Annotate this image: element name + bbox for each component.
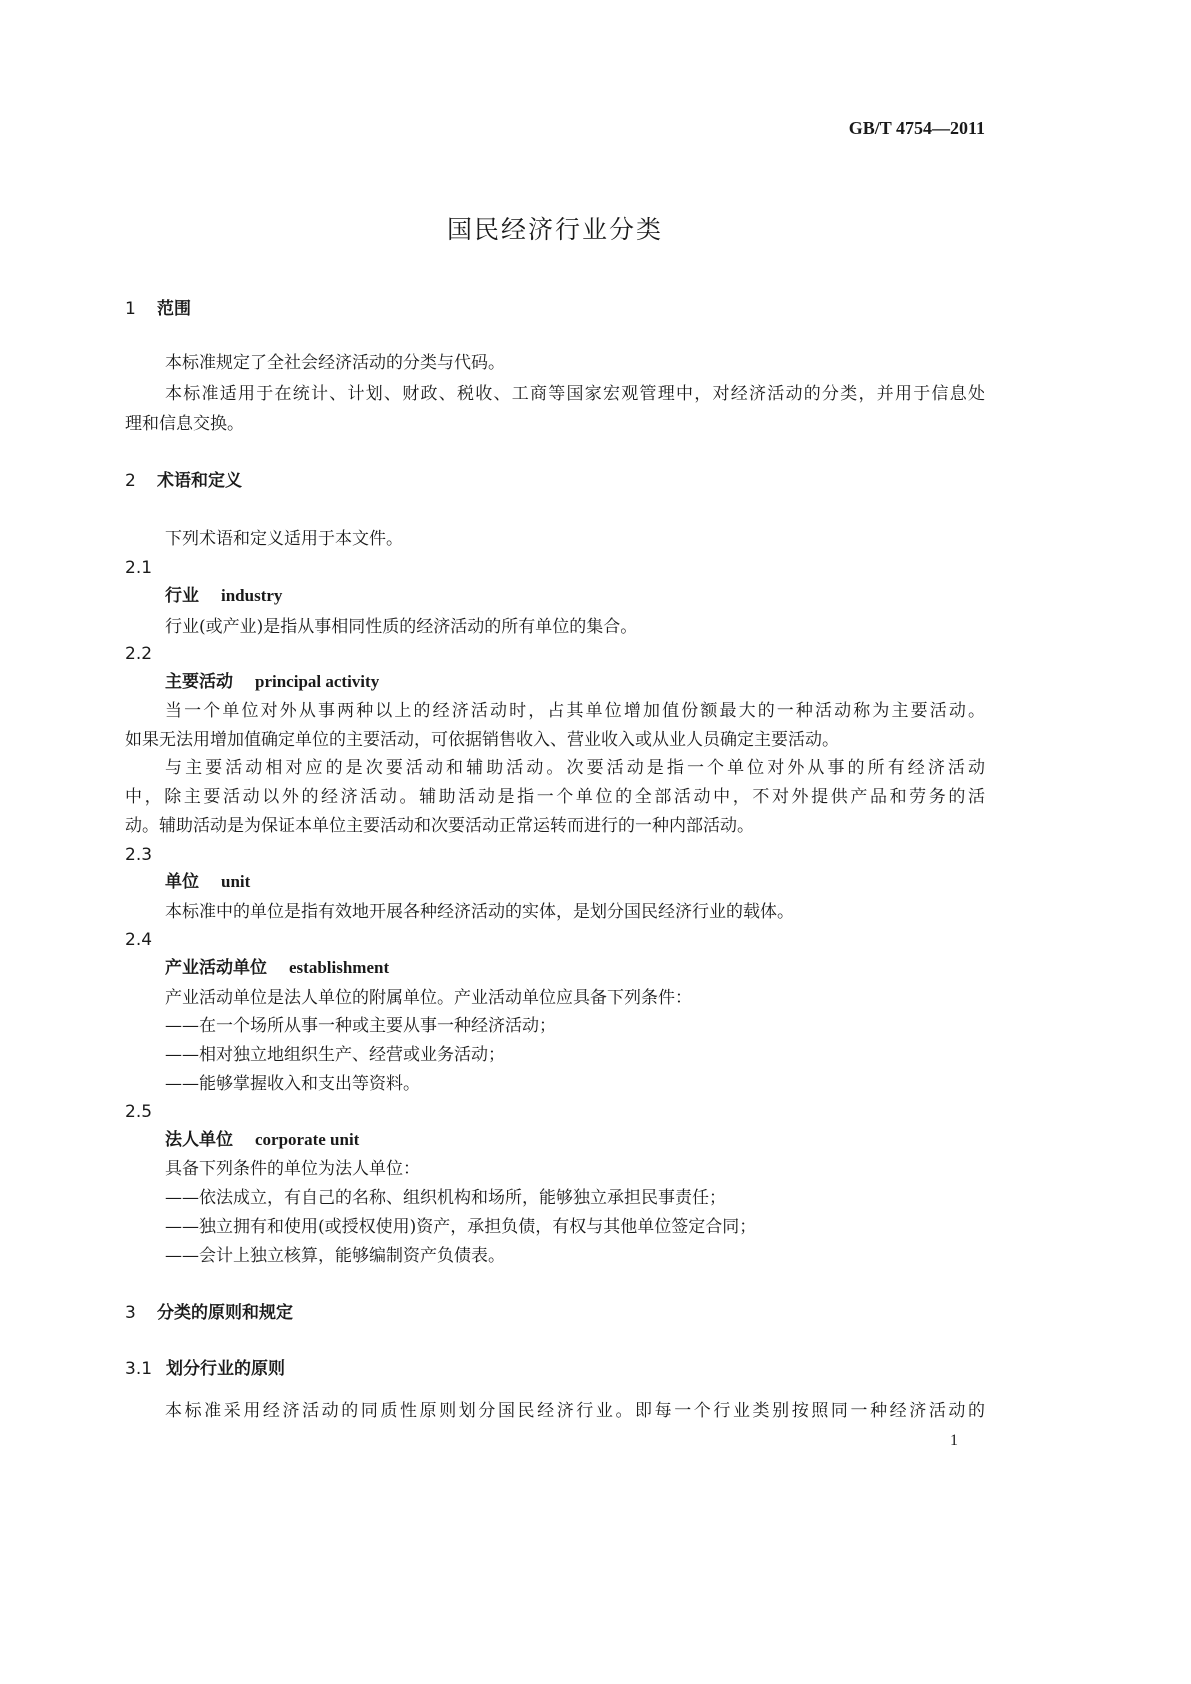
section-heading-3 bbox=[125, 1303, 293, 1323]
term-en: industry bbox=[221, 586, 283, 605]
term-heading bbox=[165, 958, 389, 978]
section-heading-2 bbox=[125, 471, 242, 491]
definition: 中，除主要活动以外的经济活动。辅助活动是指一个单位的全部活动中，不对外提供产品和劳务的活 bbox=[125, 787, 985, 807]
definition: 行业(或产业)是指从事相同性质的经济活动的所有单位的集合。 bbox=[165, 617, 638, 637]
list-item: ——独立拥有和使用(或授权使用)资产，承担负债，有权与其他单位签定合同； bbox=[165, 1217, 757, 1237]
definition: 产业活动单位是法人单位的附属单位。产业活动单位应具备下列条件： bbox=[165, 988, 692, 1008]
standard-number: GB/T 4754—2011 bbox=[848, 118, 985, 138]
section-number: 3.1 bbox=[125, 1359, 153, 1379]
term-zh: 法人单位 bbox=[165, 1130, 233, 1150]
term-heading bbox=[165, 1130, 359, 1150]
definition: 动。辅助活动是为保证本单位主要活动和次要活动正常运转而进行的一种内部活动。 bbox=[125, 816, 754, 836]
term-number: 2.4 bbox=[125, 930, 153, 950]
term-zh: 主要活动 bbox=[165, 672, 233, 692]
section-number: 3 bbox=[125, 1303, 136, 1323]
section-number: 2 bbox=[125, 471, 136, 491]
term-heading bbox=[165, 672, 379, 692]
term-en: unit bbox=[221, 872, 251, 891]
list-item: ——能够掌握收入和支出等资料。 bbox=[165, 1074, 420, 1094]
term-heading bbox=[165, 872, 250, 892]
section-title: 术语和定义 bbox=[157, 471, 242, 491]
paragraph: 下列术语和定义适用于本文件。 bbox=[165, 529, 403, 549]
document-title: 国民经济行业分类 bbox=[446, 215, 663, 244]
list-item: ——依法成立，有自己的名称、组织机构和场所，能够独立承担民事责任； bbox=[165, 1188, 726, 1208]
list-item: ——在一个场所从事一种或主要从事一种经济活动； bbox=[165, 1016, 556, 1036]
term-number: 2.2 bbox=[125, 644, 153, 664]
subsection-heading-3-1 bbox=[125, 1359, 285, 1379]
definition: 与主要活动相对应的是次要活动和辅助活动。次要活动是指一个单位对外从事的所有经济活动 bbox=[165, 758, 985, 778]
term-en: principal activity bbox=[255, 672, 380, 691]
section-title: 划分行业的原则 bbox=[166, 1359, 285, 1379]
definition: 如果无法用增加值确定单位的主要活动，可依据销售收入、营业收入或从业人员确定主要活动。 bbox=[125, 730, 839, 750]
term-zh: 产业活动单位 bbox=[165, 958, 267, 978]
term-number: 2.5 bbox=[125, 1102, 153, 1122]
section-heading-1 bbox=[125, 299, 191, 319]
list-item: ——相对独立地组织生产、经营或业务活动； bbox=[165, 1045, 505, 1065]
term-number: 2.1 bbox=[125, 558, 153, 578]
term-zh: 单位 bbox=[165, 872, 199, 892]
page-number: 1 bbox=[950, 1432, 958, 1449]
term-en: establishment bbox=[289, 958, 390, 977]
paragraph: 本标准适用于在统计、计划、财政、税收、工商等国家宏观管理中，对经济活动的分类，并用于信息处 bbox=[165, 384, 985, 404]
definition: 当一个单位对外从事两种以上的经济活动时，占其单位增加值份额最大的一种活动称为主要活动。 bbox=[165, 701, 985, 721]
term-number: 2.3 bbox=[125, 845, 153, 865]
definition: 本标准中的单位是指有效地开展各种经济活动的实体，是划分国民经济行业的载体。 bbox=[165, 902, 794, 922]
section-title: 分类的原则和规定 bbox=[157, 1303, 293, 1323]
term-zh: 行业 bbox=[165, 586, 199, 606]
list-item: ——会计上独立核算，能够编制资产负债表。 bbox=[165, 1246, 505, 1266]
section-title: 范围 bbox=[157, 299, 191, 319]
paragraph: 理和信息交换。 bbox=[125, 414, 244, 434]
term-heading bbox=[165, 586, 282, 606]
definition: 具备下列条件的单位为法人单位： bbox=[165, 1159, 420, 1179]
paragraph: 本标准采用经济活动的同质性原则划分国民经济行业。即每一个行业类别按照同一种经济活动的 bbox=[165, 1401, 985, 1421]
term-en: corporate unit bbox=[255, 1130, 360, 1149]
paragraph: 本标准规定了全社会经济活动的分类与代码。 bbox=[165, 353, 505, 373]
section-number: 1 bbox=[125, 299, 136, 319]
